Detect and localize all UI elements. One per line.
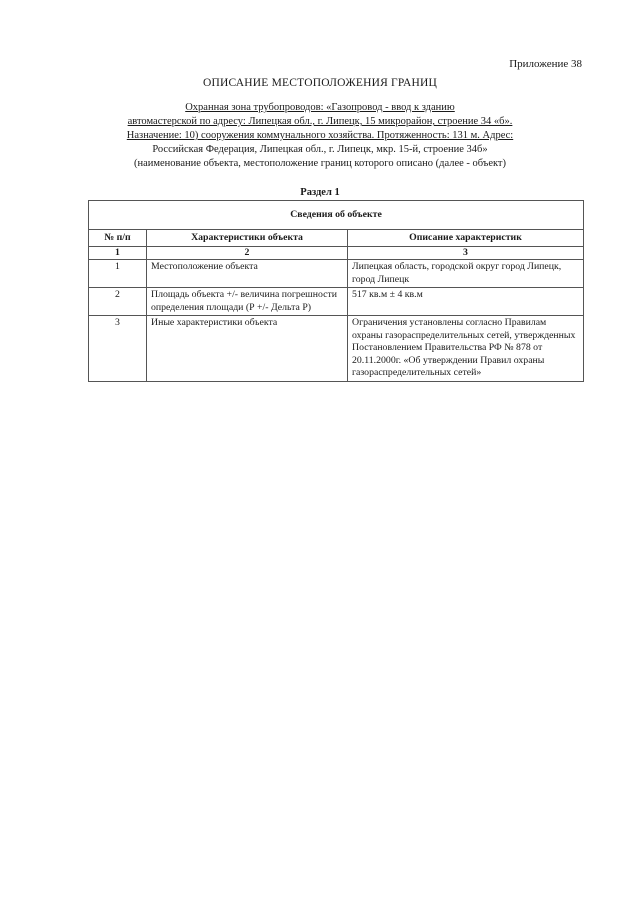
- object-line-4: Российская Федерация, Липецкая обл., г. Липецк, мкр. 15-й, строение 34б»: [152, 144, 488, 155]
- table-column-numbers-row: [89, 247, 584, 260]
- header-characteristic: Характеристики объекта: [147, 230, 348, 247]
- row-number: 3: [89, 316, 147, 382]
- section-title: Раздел 1: [300, 187, 340, 198]
- table-caption: Сведения об объекте: [89, 201, 584, 230]
- object-line-3: Назначение: 10) сооружения коммунального хозяйства. Протяженность: 131 м. Адрес:: [126, 130, 514, 141]
- object-description: [100, 101, 540, 171]
- column-number-3: 3: [348, 247, 584, 260]
- row-characteristic: Площадь объекта +/- величина погрешности определения площади (Р +/- Дельта Р): [147, 288, 348, 316]
- row-description: 517 кв.м ± 4 кв.м: [348, 288, 584, 316]
- object-line-2: автомастерской по адресу: Липецкая обл., г. Липецк, 15 микрорайон, строение 34 «б».: [127, 116, 513, 127]
- header-number: № п/п: [89, 230, 147, 247]
- header-description: Описание характеристик: [348, 230, 584, 247]
- appendix-label: Приложение 38: [509, 58, 582, 70]
- row-description: Липецкая область, городской округ город Липецк, город Липецк: [348, 260, 584, 288]
- table-caption-row: [89, 201, 584, 230]
- row-characteristic: Иные характеристики объекта: [147, 316, 348, 382]
- table-row: [89, 316, 584, 382]
- object-info-table: [88, 200, 584, 382]
- table-row: [89, 288, 584, 316]
- table-row: [89, 260, 584, 288]
- row-characteristic: Местоположение объекта: [147, 260, 348, 288]
- column-number-2: 2: [147, 247, 348, 260]
- row-description: Ограничения установлены согласно Правилам охраны газораспределительных сетей, утвержденных Постановлением Правительства РФ № 878 от 20.11.2000г. «Об утверждении Правил охраны газораспределительных сетей»: [348, 316, 584, 382]
- row-number: 2: [89, 288, 147, 316]
- table-header-row: [89, 230, 584, 247]
- object-line-1: Охранная зона трубопроводов: «Газопровод - ввод к зданию: [185, 102, 455, 113]
- row-number: 1: [89, 260, 147, 288]
- object-caption: (наименование объекта, местоположение границ которого описано (далее - объект): [133, 158, 507, 169]
- document-title: ОПИСАНИЕ МЕСТОПОЛОЖЕНИЯ ГРАНИЦ: [202, 77, 438, 89]
- column-number-1: 1: [89, 247, 147, 260]
